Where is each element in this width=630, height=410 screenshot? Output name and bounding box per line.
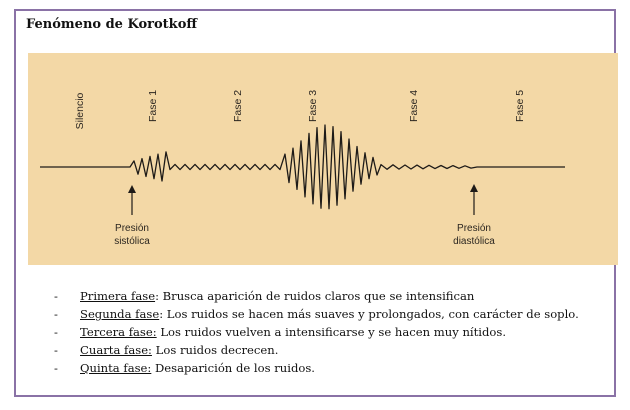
phase-label-fase-5: Fase 5 (514, 89, 526, 123)
diastolic-pointer (453, 184, 495, 247)
systolic-label-line-2: sistólica (114, 236, 150, 247)
phase-description: Brusca aparición de ruidos claros que se intensifican (158, 289, 475, 303)
systolic-label-line-1: Presión (115, 223, 149, 234)
phase-label-fase-3: Fase 3 (307, 89, 319, 123)
phase-item-5 (54, 359, 614, 377)
phase-label-fase-4: Fase 4 (408, 89, 420, 123)
diastolic-label-line-2: diastólica (453, 236, 495, 247)
phase-label-fase-2: Fase 2 (232, 89, 244, 123)
list-dash: - (54, 289, 58, 303)
korotkoff-waveform (40, 125, 565, 209)
phase-term: Segunda fase (80, 307, 160, 321)
phase-term: Primera fase (80, 289, 156, 303)
phase-term: Quinta fase: (80, 361, 152, 375)
list-dash: - (54, 325, 58, 339)
list-dash: - (54, 343, 58, 357)
list-dash: - (54, 361, 58, 375)
phase-label-fase-1: Fase 1 (147, 89, 159, 123)
phase-description: Los ruidos decrecen. (151, 343, 279, 357)
phase-description: Los ruidos se hacen más suaves y prolongados, con carácter de soplo. (163, 307, 579, 321)
systolic-pointer (114, 185, 150, 247)
phase-item-2 (54, 305, 614, 323)
phase-description-list (54, 287, 614, 377)
diagram-canvas (28, 53, 618, 265)
figure-frame (14, 9, 616, 397)
phase-description: Desaparición de los ruidos. (151, 361, 315, 375)
phase-separator: : (159, 307, 164, 321)
list-dash: - (54, 307, 58, 321)
phase-description: Los ruidos vuelven a intensificarse y se hacen muy nítidos. (156, 325, 507, 339)
diastolic-label-line-1: Presión (457, 223, 491, 234)
phase-item-3 (54, 323, 614, 341)
figure-title: Fenómeno de Korotkoff (26, 17, 198, 32)
phase-term: Cuarta fase: (80, 343, 152, 357)
phase-label-silencio: Silencio (74, 92, 86, 130)
phase-item-4 (54, 341, 614, 359)
phase-separator: : (155, 289, 159, 303)
phase-term: Tercera fase: (80, 325, 157, 339)
korotkoff-diagram (28, 53, 618, 265)
phase-item-1 (54, 287, 614, 305)
